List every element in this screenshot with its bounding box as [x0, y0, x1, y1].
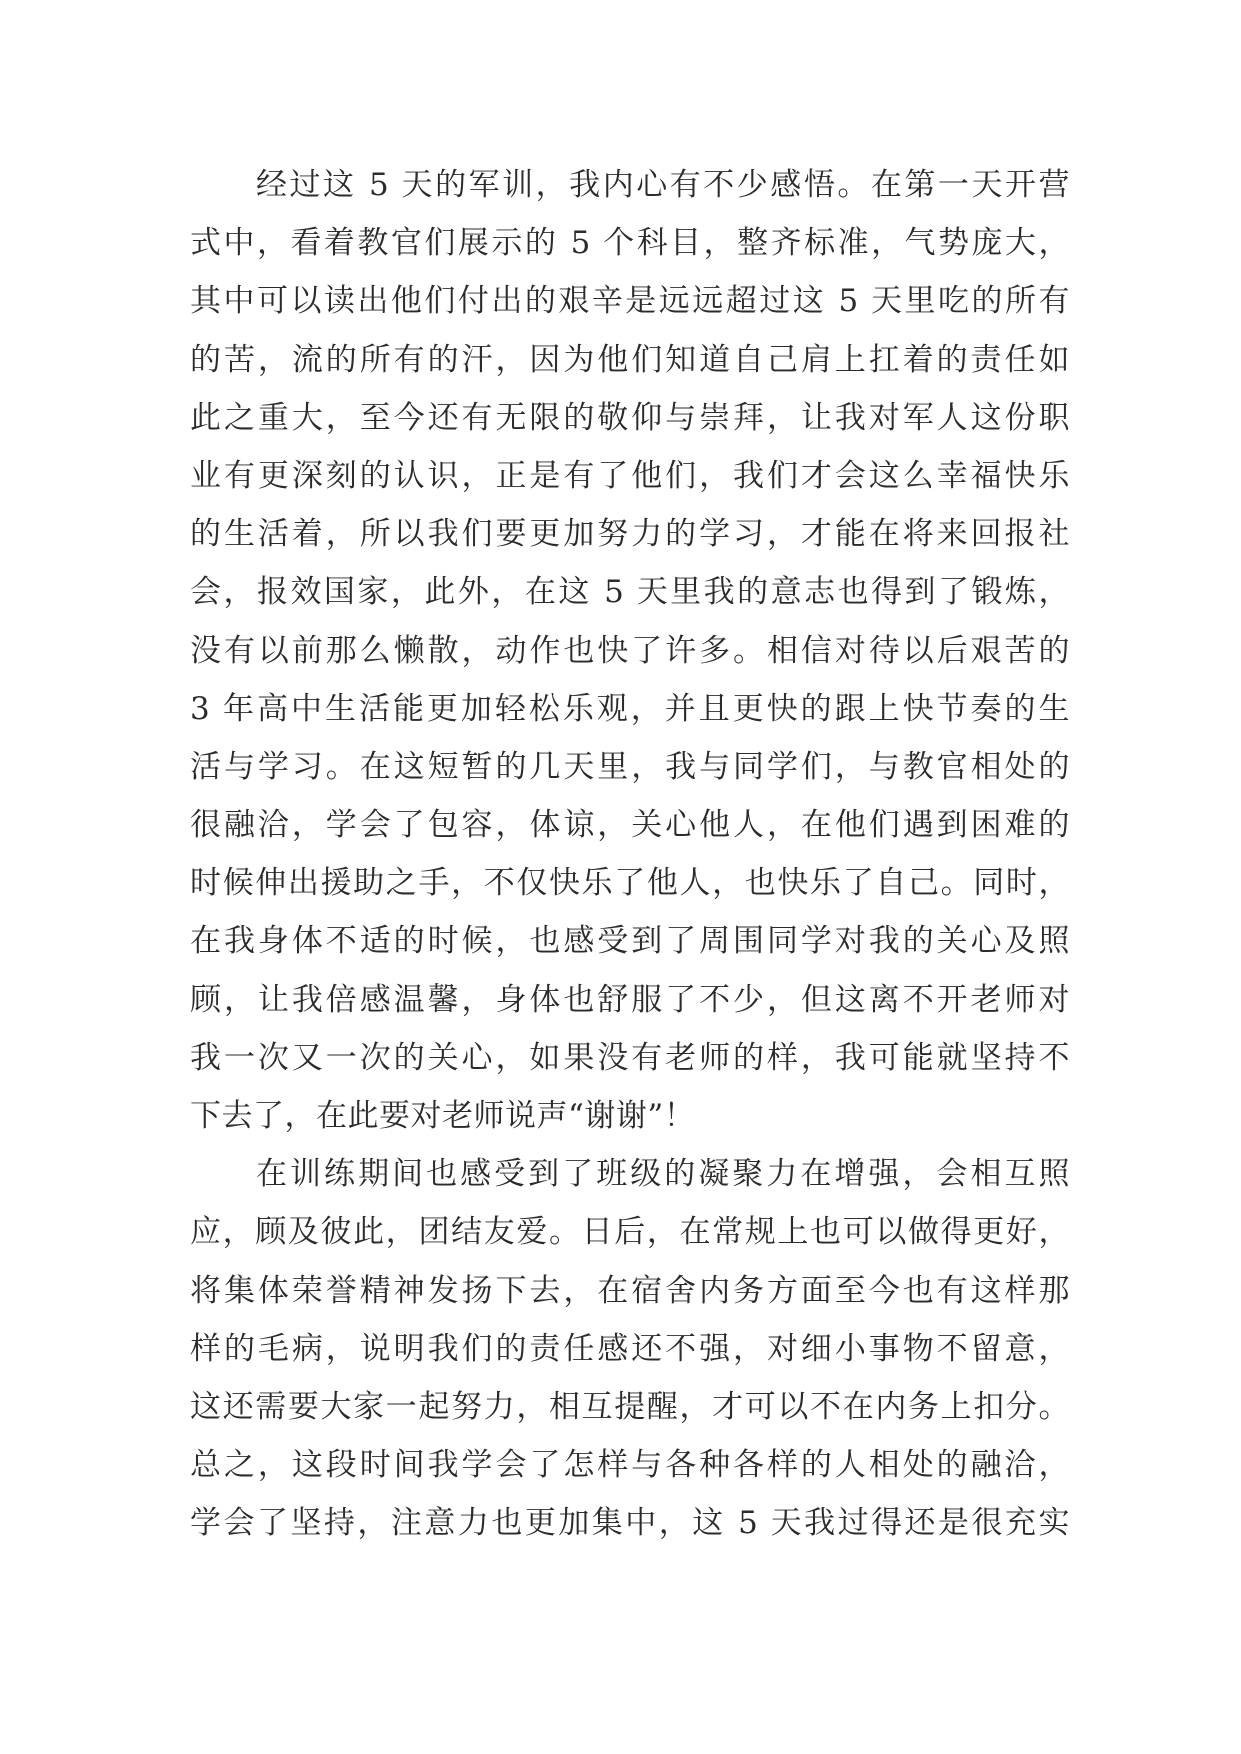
text-line: 式中，看着教官们展示的 5 个科目，整齐标准，气势庞大， — [190, 225, 1070, 262]
text-line: 的苦，流的所有的汗，因为他们知道自己肩上扛着的责任如 — [190, 341, 1070, 378]
document-body — [190, 156, 1070, 1553]
text-line: 会，报效国家，此外，在这 5 天里我的意志也得到了锻炼， — [190, 574, 1070, 611]
text-line: 其中可以读出他们付出的艰辛是远远超过这 5 天里吃的所有 — [190, 283, 1070, 320]
text-line: 活与学习。在这短暂的几天里，我与同学们，与教官相处的 — [190, 748, 1070, 785]
text-line: 时候伸出援助之手，不仅快乐了他人，也快乐了自己。同时， — [190, 865, 1070, 902]
text-line: 的生活着，所以我们要更加努力的学习，才能在将来回报社 — [190, 516, 1070, 553]
text-line: 总之，这段时间我学会了怎样与各种各样的人相处的融洽， — [190, 1447, 1070, 1484]
text-line: 此之重大，至今还有无限的敬仰与崇拜，让我对军人这份职 — [190, 399, 1070, 436]
text-line: 将集体荣誉精神发扬下去，在宿舍内务方面至今也有这样那 — [190, 1272, 1070, 1309]
text-line: 在我身体不适的时候，也感受到了周围同学对我的关心及照 — [190, 923, 1070, 960]
text-line: 学会了坚持，注意力也更加集中，这 5 天我过得还是很充实 — [190, 1505, 1070, 1542]
text-line: 业有更深刻的认识，正是有了他们，我们才会这么幸福快乐 — [190, 457, 1070, 494]
text-line: 没有以前那么懒散，动作也快了许多。相信对待以后艰苦的 — [190, 632, 1070, 669]
paragraph-2 — [190, 1145, 1070, 1552]
text-line: 经过这 5 天的军训，我内心有不少感悟。在第一天开营 — [256, 167, 1070, 203]
text-line: 样的毛病，说明我们的责任感还不强，对细小事物不留意， — [190, 1330, 1070, 1367]
text-line: 3 年高中生活能更加轻松乐观，并且更快的跟上快节奏的生 — [190, 690, 1070, 727]
text-line: 下去了，在此要对老师说声“谢谢”！ — [190, 1098, 696, 1134]
text-line: 我一次又一次的关心，如果没有老师的样，我可能就坚持不 — [190, 1039, 1070, 1076]
text-line: 应，顾及彼此，团结友爱。日后，在常规上也可以做得更好， — [190, 1214, 1070, 1251]
text-line: 在训练期间也感受到了班级的凝聚力在增强，会相互照 — [256, 1156, 1070, 1193]
paragraph-1 — [190, 156, 1070, 1145]
text-line: 顾，让我倍感温馨，身体也舒服了不少，但这离不开老师对 — [190, 981, 1070, 1018]
text-line: 这还需要大家一起努力，相互提醒，才可以不在内务上扣分。 — [190, 1388, 1070, 1425]
text-line: 很融洽，学会了包容，体谅，关心他人，在他们遇到困难的 — [190, 807, 1070, 844]
